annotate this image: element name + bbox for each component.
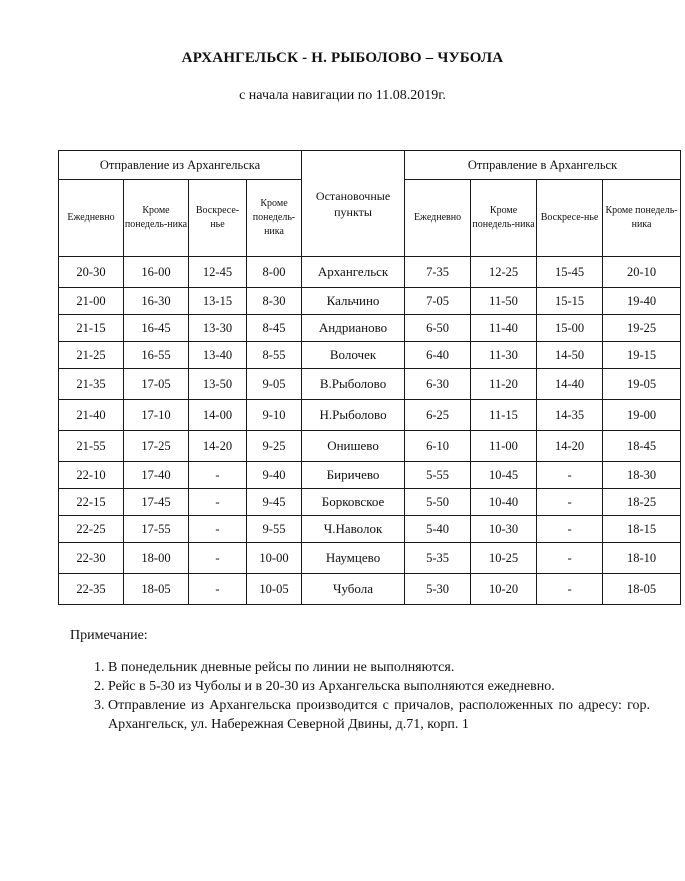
col-except-monday: Кроме понедель-ника	[124, 180, 189, 257]
stop-name-cell: Онишево	[302, 431, 405, 462]
departure-time-cell: 14-00	[189, 400, 247, 431]
departure-time-cell: 9-55	[247, 516, 302, 543]
departure-time-cell: 17-05	[124, 369, 189, 400]
return-time-cell: 15-45	[537, 257, 603, 288]
table-row	[59, 574, 681, 605]
departure-time-cell: 17-25	[124, 431, 189, 462]
return-time-cell: 18-30	[603, 462, 681, 489]
departure-time-cell: 16-55	[124, 342, 189, 369]
table-row	[59, 431, 681, 462]
stop-name-cell: Наумцево	[302, 543, 405, 574]
table-row	[59, 489, 681, 516]
notes-title: Примечание:	[70, 628, 148, 643]
return-time-cell: 18-25	[603, 489, 681, 516]
departure-time-cell: 8-55	[247, 342, 302, 369]
table-row	[59, 516, 681, 543]
notes-list	[70, 658, 650, 734]
stops-header: Остановочные пункты	[302, 151, 405, 257]
departure-time-cell: 8-45	[247, 315, 302, 342]
departure-time-cell: 13-15	[189, 288, 247, 315]
departure-time-cell: 9-10	[247, 400, 302, 431]
return-time-cell: 11-40	[471, 315, 537, 342]
return-time-cell: 19-25	[603, 315, 681, 342]
stop-name-cell: Чубола	[302, 574, 405, 605]
departure-time-cell: 22-15	[59, 489, 124, 516]
return-time-cell: 19-05	[603, 369, 681, 400]
departure-time-cell: 20-30	[59, 257, 124, 288]
departure-time-cell: 14-20	[189, 431, 247, 462]
departure-time-cell: -	[189, 543, 247, 574]
table-row	[59, 543, 681, 574]
col-except-monday-back: Кроме понедель-ника	[471, 180, 537, 257]
col-sunday: Воскресе-нье	[189, 180, 247, 257]
return-time-cell: 18-15	[603, 516, 681, 543]
departure-time-cell: 18-00	[124, 543, 189, 574]
return-time-cell: 11-20	[471, 369, 537, 400]
departure-time-cell: 22-35	[59, 574, 124, 605]
departure-time-cell: 8-00	[247, 257, 302, 288]
notes-section	[70, 628, 650, 734]
return-time-cell: 11-50	[471, 288, 537, 315]
departure-time-cell: 16-00	[124, 257, 189, 288]
return-time-cell: 14-20	[537, 431, 603, 462]
table-row	[59, 400, 681, 431]
table-row	[59, 369, 681, 400]
return-time-cell: -	[537, 574, 603, 605]
table-row	[59, 257, 681, 288]
return-time-cell: 10-25	[471, 543, 537, 574]
stop-name-cell: Волочек	[302, 342, 405, 369]
table-row	[59, 462, 681, 489]
return-time-cell: 7-35	[405, 257, 471, 288]
return-time-cell: -	[537, 462, 603, 489]
page-subtitle: с начала навигации по 11.08.2019г.	[239, 88, 446, 103]
return-time-cell: 18-05	[603, 574, 681, 605]
return-time-cell: 14-50	[537, 342, 603, 369]
departure-from-header: Отправление из Архангельска	[59, 151, 302, 180]
departure-time-cell: 9-45	[247, 489, 302, 516]
return-time-cell: 11-30	[471, 342, 537, 369]
return-time-cell: 11-00	[471, 431, 537, 462]
departure-time-cell: 16-45	[124, 315, 189, 342]
table-row	[59, 315, 681, 342]
departure-time-cell: 13-30	[189, 315, 247, 342]
col-except-sunday-back: Кроме понедель-ника	[603, 180, 681, 257]
return-time-cell: -	[537, 516, 603, 543]
departure-time-cell: 9-25	[247, 431, 302, 462]
stop-name-cell: Кальчино	[302, 288, 405, 315]
return-time-cell: 5-50	[405, 489, 471, 516]
departure-time-cell: -	[189, 574, 247, 605]
departure-time-cell: 16-30	[124, 288, 189, 315]
return-time-cell: 6-40	[405, 342, 471, 369]
departure-time-cell: 13-40	[189, 342, 247, 369]
return-time-cell: 19-00	[603, 400, 681, 431]
return-time-cell: 14-40	[537, 369, 603, 400]
return-time-cell: 18-10	[603, 543, 681, 574]
return-time-cell: 11-15	[471, 400, 537, 431]
return-time-cell: 10-20	[471, 574, 537, 605]
table-row	[59, 288, 681, 315]
departure-to-header: Отправление в Архангельск	[405, 151, 681, 180]
schedule-body	[59, 257, 681, 605]
departure-time-cell: 21-35	[59, 369, 124, 400]
col-except-sunday: Кроме понедель-ника	[247, 180, 302, 257]
departure-time-cell: 10-00	[247, 543, 302, 574]
return-time-cell: 15-00	[537, 315, 603, 342]
departure-time-cell: 17-40	[124, 462, 189, 489]
departure-time-cell: 17-55	[124, 516, 189, 543]
return-time-cell: 10-30	[471, 516, 537, 543]
departure-time-cell: 13-50	[189, 369, 247, 400]
departure-time-cell: -	[189, 462, 247, 489]
return-time-cell: 6-50	[405, 315, 471, 342]
return-time-cell: 14-35	[537, 400, 603, 431]
stop-name-cell: Архангельск	[302, 257, 405, 288]
departure-time-cell: 17-10	[124, 400, 189, 431]
return-time-cell: 18-45	[603, 431, 681, 462]
departure-time-cell: 21-55	[59, 431, 124, 462]
return-time-cell: 6-10	[405, 431, 471, 462]
col-sunday-back: Воскресе-нье	[537, 180, 603, 257]
departure-time-cell: 12-45	[189, 257, 247, 288]
departure-time-cell: 21-25	[59, 342, 124, 369]
table-row	[59, 342, 681, 369]
departure-time-cell: 9-40	[247, 462, 302, 489]
return-time-cell: 20-10	[603, 257, 681, 288]
departure-time-cell: 22-25	[59, 516, 124, 543]
note-item: 2. Рейс в 5-30 из Чуболы и в 20-30 из Архангельска выполняются ежедневно.	[108, 677, 650, 696]
return-time-cell: -	[537, 543, 603, 574]
return-time-cell: 10-45	[471, 462, 537, 489]
return-time-cell: 19-15	[603, 342, 681, 369]
return-time-cell: 6-25	[405, 400, 471, 431]
departure-time-cell: 9-05	[247, 369, 302, 400]
return-time-cell: 19-40	[603, 288, 681, 315]
return-time-cell: -	[537, 489, 603, 516]
return-time-cell: 5-55	[405, 462, 471, 489]
return-time-cell: 15-15	[537, 288, 603, 315]
stop-name-cell: Ч.Наволок	[302, 516, 405, 543]
return-time-cell: 5-35	[405, 543, 471, 574]
departure-time-cell: 8-30	[247, 288, 302, 315]
departure-time-cell: 22-30	[59, 543, 124, 574]
return-time-cell: 5-40	[405, 516, 471, 543]
schedule-table	[58, 150, 681, 605]
return-time-cell: 7-05	[405, 288, 471, 315]
return-time-cell: 12-25	[471, 257, 537, 288]
note-item: 3. Отправление из Архангельска производится с причалов, расположенных по адресу: гор. Архангельск, ул. Набережная Северной Двины, д.71, корп. 1	[108, 696, 650, 734]
col-daily-back: Ежедневно	[405, 180, 471, 257]
departure-time-cell: 21-00	[59, 288, 124, 315]
departure-time-cell: 17-45	[124, 489, 189, 516]
stop-name-cell: Борковское	[302, 489, 405, 516]
return-time-cell: 6-30	[405, 369, 471, 400]
return-time-cell: 5-30	[405, 574, 471, 605]
departure-time-cell: 21-40	[59, 400, 124, 431]
departure-time-cell: 21-15	[59, 315, 124, 342]
stop-name-cell: В.Рыболово	[302, 369, 405, 400]
stop-name-cell: Биричево	[302, 462, 405, 489]
stop-name-cell: Андрианово	[302, 315, 405, 342]
note-item: 1. В понедельник дневные рейсы по линии не выполняются.	[108, 658, 650, 677]
col-daily: Ежедневно	[59, 180, 124, 257]
stop-name-cell: Н.Рыболово	[302, 400, 405, 431]
page-title: АРХАНГЕЛЬСК - Н. РЫБОЛОВО – ЧУБОЛА	[181, 50, 504, 66]
departure-time-cell: 10-05	[247, 574, 302, 605]
departure-time-cell: 18-05	[124, 574, 189, 605]
departure-time-cell: 22-10	[59, 462, 124, 489]
departure-time-cell: -	[189, 516, 247, 543]
return-time-cell: 10-40	[471, 489, 537, 516]
departure-time-cell: -	[189, 489, 247, 516]
